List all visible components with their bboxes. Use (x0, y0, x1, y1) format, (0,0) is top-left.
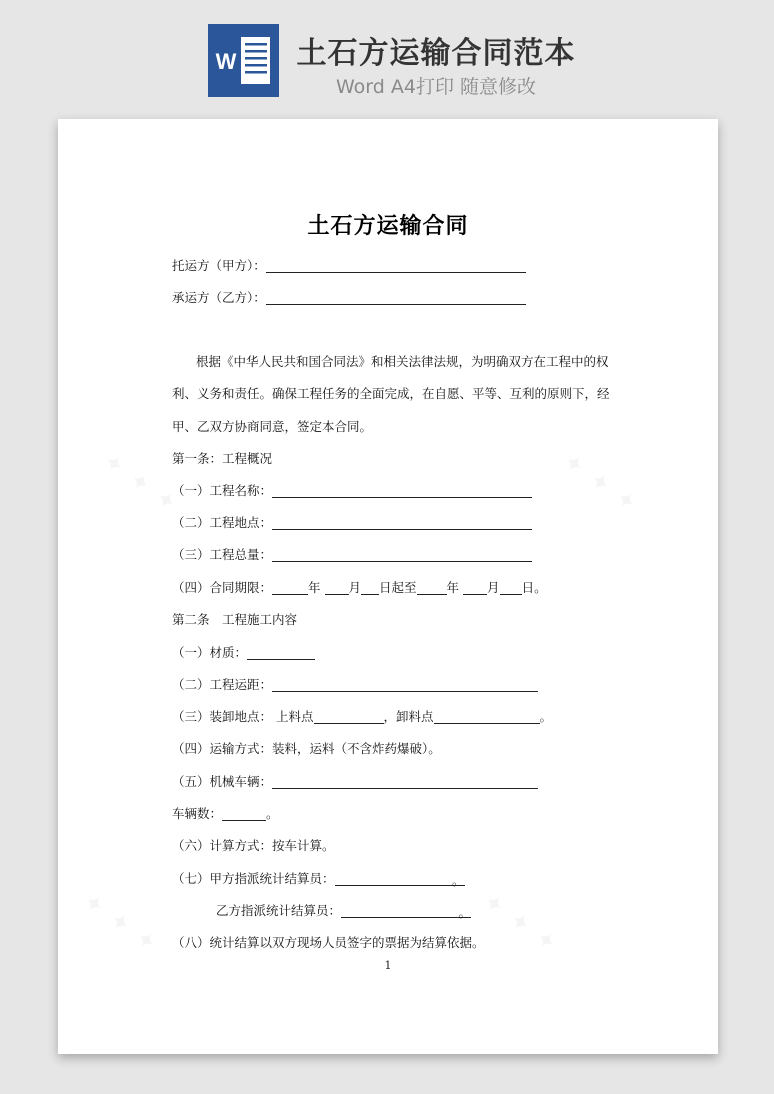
word-document-icon (208, 24, 279, 97)
project-total-line (172, 545, 532, 563)
contract-term-label: （四）合同期限： (172, 580, 273, 595)
party-b-clerk-label: 乙方指派统计结算员： (216, 903, 342, 918)
intro-line-2: 利、义务和责任。确保工程任务的全面完成，在自愿、平等、互利的原则下，经 (172, 386, 610, 401)
settlement-basis-line: （八）统计结算以双方现场人员签字的票据为结算依据。 (172, 935, 485, 950)
project-name-blank[interactable] (272, 483, 532, 498)
shipper-label: 托运方（甲方）： (172, 258, 266, 273)
article-1-heading: 第一条：工程概况 (172, 451, 273, 466)
transport-method-line: （四）运输方式：装料，运料（不含炸药爆破）。 (172, 741, 441, 756)
start-day-blank[interactable] (361, 580, 379, 595)
vehicle-count-blank[interactable] (222, 806, 266, 821)
year-text: 年 (308, 580, 321, 595)
unload-text: ，卸料点 (383, 709, 434, 724)
project-name-line (172, 481, 532, 499)
party-a-clerk-label: （七）甲方指派统计结算员： (172, 871, 335, 886)
article-2-heading: 第二条 工程施工内容 (172, 612, 298, 627)
vehicle-blank[interactable] (272, 774, 538, 789)
loading-place-label: （三）装卸地点： (172, 709, 273, 724)
start-year-blank[interactable] (272, 580, 308, 595)
vehicle-count-line (172, 804, 279, 822)
load-on-text: 上料点 (276, 709, 314, 724)
document-page (58, 119, 718, 1054)
distance-blank[interactable] (272, 677, 538, 692)
vehicle-label: （五）机械车辆： (172, 774, 273, 789)
document-title: 土石方运输合同 (307, 214, 469, 239)
end-month-blank[interactable] (463, 580, 487, 595)
intro-line-1: 根据《中华人民共和国合同法》和相关法律法规，为明确双方在工程中的权 (196, 354, 609, 369)
party-b-clerk-line (216, 901, 471, 919)
year2-text: 年 (446, 580, 460, 595)
carrier-line (172, 288, 526, 306)
load-on-blank[interactable] (314, 709, 384, 724)
carrier-blank[interactable] (266, 290, 526, 305)
carrier-label: 承运方（乙方）： (172, 290, 266, 305)
month2-text: 月 (487, 580, 500, 595)
watermark (478, 887, 564, 959)
intro-line-3: 甲、乙双方协商同意，签定本合同。 (172, 419, 373, 434)
vehicle-count-label: 车辆数： (172, 806, 223, 821)
logo-letter: W (215, 49, 237, 74)
day-end-text: 日。 (521, 580, 547, 595)
shipper-blank[interactable] (266, 258, 526, 273)
party-a-clerk-blank[interactable] (335, 871, 465, 886)
party-a-clerk-line (172, 869, 465, 887)
day-from-text: 日起至 (379, 580, 417, 595)
end-day-blank[interactable] (500, 580, 522, 595)
contract-term-line (172, 578, 547, 596)
unload-blank[interactable] (434, 709, 540, 724)
project-total-label: （三）工程总量： (172, 547, 273, 562)
party-b-clerk-blank[interactable] (341, 903, 471, 918)
page-number: 1 (384, 959, 392, 972)
vehicle-count-end: 。 (266, 806, 279, 821)
project-place-label: （二）工程地点： (172, 515, 273, 530)
loading-place-line (172, 707, 552, 725)
month-text: 月 (348, 580, 362, 595)
project-total-blank[interactable] (272, 547, 532, 562)
material-line (172, 643, 315, 661)
project-name-label: （一）工程名称： (172, 483, 273, 498)
project-place-line (172, 513, 532, 531)
distance-line (172, 675, 538, 693)
watermark (98, 447, 184, 519)
project-place-blank[interactable] (272, 515, 532, 530)
distance-label: （二）工程运距： (172, 677, 273, 692)
vehicle-line (172, 772, 538, 790)
banner-subtitle: Word A4打印 随意修改 (335, 76, 536, 98)
watermark (78, 887, 164, 959)
material-blank[interactable] (247, 645, 315, 660)
material-label: （一）材质： (172, 645, 248, 660)
banner-title: 土石方运输合同范本 (296, 36, 576, 71)
end-year-blank[interactable] (417, 580, 447, 595)
party-b-end: 。 (458, 905, 472, 920)
watermark (558, 447, 644, 519)
party-a-end: 。 (452, 873, 465, 888)
shipper-line (172, 256, 526, 274)
start-month-blank[interactable] (325, 580, 349, 595)
calc-method-line: （六）计算方式：按车计算。 (172, 838, 335, 853)
load-end-text: 。 (539, 709, 553, 724)
